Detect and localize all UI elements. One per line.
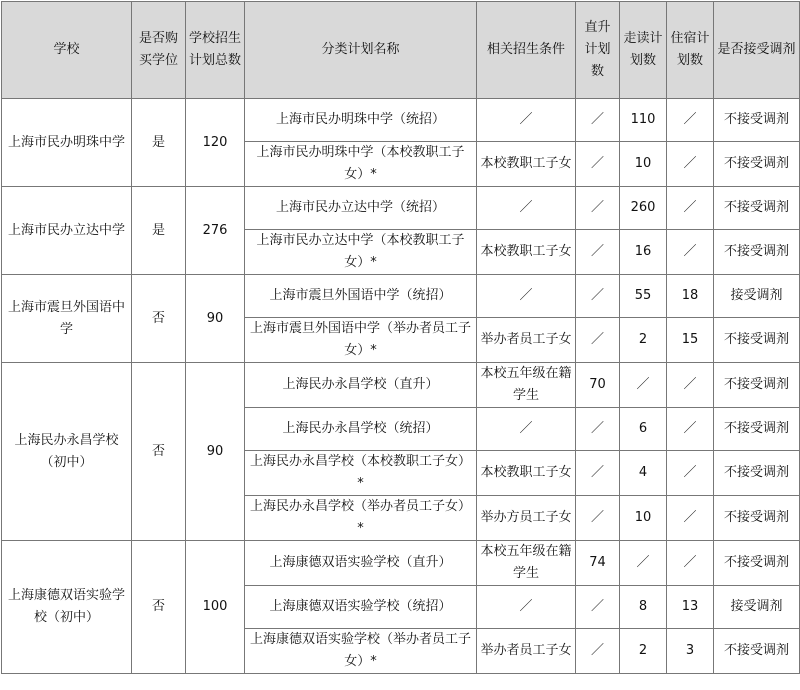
plan-name: 上海民办永昌学校（直升） <box>245 363 477 408</box>
boarding-plan: ／ <box>667 363 714 408</box>
direct-plan: ／ <box>576 586 620 629</box>
conditions: 举办方员工子女 <box>477 496 576 541</box>
table-row <box>2 275 800 318</box>
direct-plan: ／ <box>576 318 620 363</box>
boarding-plan: ／ <box>667 142 714 187</box>
total-plan: 100 <box>186 541 245 674</box>
day-plan: 260 <box>620 187 667 230</box>
buy-degree: 是 <box>132 99 186 187</box>
adjust: 不接受调剂 <box>714 451 800 496</box>
adjust: 不接受调剂 <box>714 187 800 230</box>
conditions: 本校教职工子女 <box>477 451 576 496</box>
plan-name: 上海市民办明珠中学（本校教职工子女）* <box>245 142 477 187</box>
table-row <box>2 187 800 230</box>
school-name: 上海市震旦外国语中学 <box>2 275 132 363</box>
plan-name: 上海民办永昌学校（本校教职工子女）* <box>245 451 477 496</box>
direct-plan: ／ <box>576 408 620 451</box>
plan-name: 上海市民办立达中学（本校教职工子女）* <box>245 230 477 275</box>
adjust: 不接受调剂 <box>714 99 800 142</box>
header-total-plan: 学校招生计划总数 <box>186 2 245 99</box>
adjust: 不接受调剂 <box>714 318 800 363</box>
boarding-plan: ／ <box>667 541 714 586</box>
day-plan: 10 <box>620 496 667 541</box>
table-row <box>2 541 800 586</box>
direct-plan: 70 <box>576 363 620 408</box>
day-plan: 55 <box>620 275 667 318</box>
conditions: ／ <box>477 408 576 451</box>
table-row <box>2 99 800 142</box>
day-plan: 10 <box>620 142 667 187</box>
conditions: 举办者员工子女 <box>477 629 576 674</box>
boarding-plan: 13 <box>667 586 714 629</box>
direct-plan: ／ <box>576 275 620 318</box>
school-name: 上海市民办立达中学 <box>2 187 132 275</box>
direct-plan: ／ <box>576 99 620 142</box>
direct-plan: ／ <box>576 451 620 496</box>
plan-name: 上海康德双语实验学校（举办者员工子女）* <box>245 629 477 674</box>
day-plan: 4 <box>620 451 667 496</box>
boarding-plan: ／ <box>667 187 714 230</box>
adjust: 接受调剂 <box>714 275 800 318</box>
buy-degree: 是 <box>132 187 186 275</box>
boarding-plan: ／ <box>667 408 714 451</box>
header-direct-plan: 直升计划数 <box>576 2 620 99</box>
day-plan: ／ <box>620 363 667 408</box>
plan-name: 上海康德双语实验学校（直升） <box>245 541 477 586</box>
conditions: 举办者员工子女 <box>477 318 576 363</box>
adjust: 不接受调剂 <box>714 230 800 275</box>
plan-name: 上海市民办明珠中学（统招） <box>245 99 477 142</box>
boarding-plan: 15 <box>667 318 714 363</box>
header-plan-name: 分类计划名称 <box>245 2 477 99</box>
school-name: 上海市民办明珠中学 <box>2 99 132 187</box>
adjust: 接受调剂 <box>714 586 800 629</box>
boarding-plan: ／ <box>667 99 714 142</box>
plan-name: 上海市震旦外国语中学（统招） <box>245 275 477 318</box>
day-plan: 110 <box>620 99 667 142</box>
buy-degree: 否 <box>132 275 186 363</box>
buy-degree: 否 <box>132 541 186 674</box>
buy-degree: 否 <box>132 363 186 541</box>
direct-plan: ／ <box>576 230 620 275</box>
adjust: 不接受调剂 <box>714 541 800 586</box>
boarding-plan: ／ <box>667 496 714 541</box>
day-plan: 2 <box>620 629 667 674</box>
direct-plan: ／ <box>576 142 620 187</box>
header-boarding-plan: 住宿计划数 <box>667 2 714 99</box>
plan-name: 上海民办永昌学校（举办者员工子女）* <box>245 496 477 541</box>
school-name: 上海民办永昌学校（初中） <box>2 363 132 541</box>
conditions: 本校五年级在籍学生 <box>477 363 576 408</box>
adjust: 不接受调剂 <box>714 629 800 674</box>
conditions: ／ <box>477 187 576 230</box>
plan-name: 上海市民办立达中学（统招） <box>245 187 477 230</box>
header-conditions: 相关招生条件 <box>477 2 576 99</box>
direct-plan: ／ <box>576 187 620 230</box>
header-adjust: 是否接受调剂 <box>714 2 800 99</box>
total-plan: 90 <box>186 363 245 541</box>
header-day-plan: 走读计划数 <box>620 2 667 99</box>
plan-name: 上海康德双语实验学校（统招） <box>245 586 477 629</box>
adjust: 不接受调剂 <box>714 496 800 541</box>
adjust: 不接受调剂 <box>714 142 800 187</box>
conditions: 本校教职工子女 <box>477 142 576 187</box>
header-school: 学校 <box>2 2 132 99</box>
total-plan: 120 <box>186 99 245 187</box>
day-plan: ／ <box>620 541 667 586</box>
header-row <box>2 2 800 99</box>
adjust: 不接受调剂 <box>714 363 800 408</box>
table-row <box>2 363 800 408</box>
direct-plan: ／ <box>576 629 620 674</box>
admission-plan-table <box>1 1 800 674</box>
boarding-plan: ／ <box>667 230 714 275</box>
plan-name: 上海民办永昌学校（统招） <box>245 408 477 451</box>
day-plan: 8 <box>620 586 667 629</box>
total-plan: 90 <box>186 275 245 363</box>
adjust: 不接受调剂 <box>714 408 800 451</box>
direct-plan: ／ <box>576 496 620 541</box>
plan-name: 上海市震旦外国语中学（举办者员工子女）* <box>245 318 477 363</box>
header-buy-degree: 是否购买学位 <box>132 2 186 99</box>
conditions: ／ <box>477 586 576 629</box>
day-plan: 16 <box>620 230 667 275</box>
day-plan: 2 <box>620 318 667 363</box>
conditions: 本校五年级在籍学生 <box>477 541 576 586</box>
total-plan: 276 <box>186 187 245 275</box>
direct-plan: 74 <box>576 541 620 586</box>
boarding-plan: ／ <box>667 451 714 496</box>
conditions: ／ <box>477 275 576 318</box>
day-plan: 6 <box>620 408 667 451</box>
school-name: 上海康德双语实验学校（初中） <box>2 541 132 674</box>
conditions: ／ <box>477 99 576 142</box>
conditions: 本校教职工子女 <box>477 230 576 275</box>
boarding-plan: 18 <box>667 275 714 318</box>
boarding-plan: 3 <box>667 629 714 674</box>
